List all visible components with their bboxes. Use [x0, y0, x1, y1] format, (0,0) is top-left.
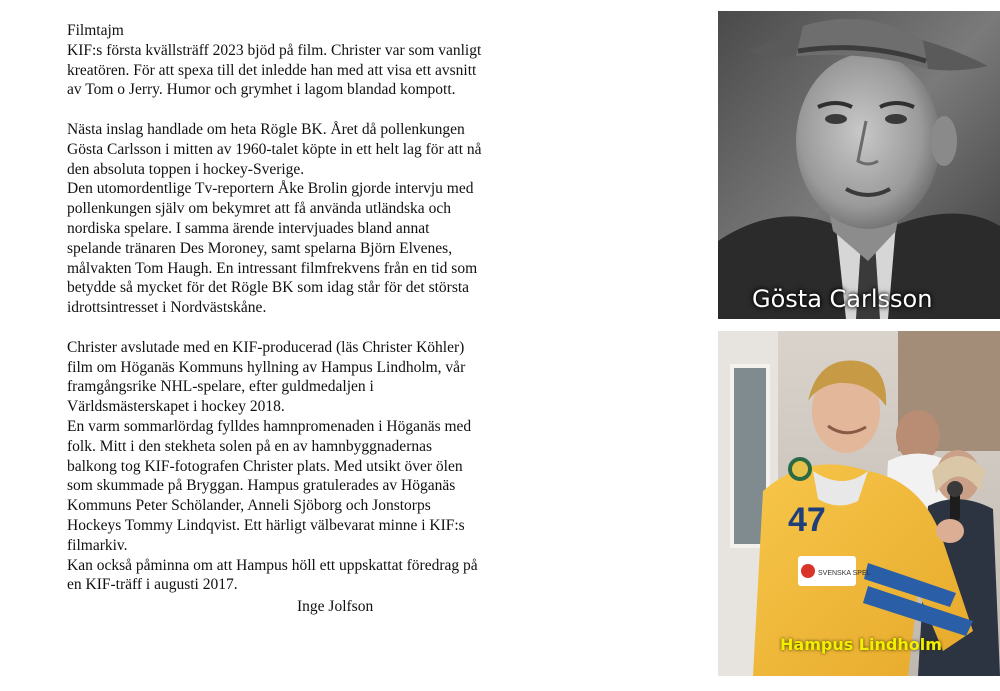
article [67, 21, 607, 617]
text-line: betydde så mycket för det Rögle BK som idag står för det största [67, 279, 470, 297]
text-line: Kommuns Peter Schölander, Anneli Sjöborg och Jonstorps [67, 497, 431, 515]
text-line: kreatören. För att spexa till det inledde han med att visa ett avsnitt [67, 61, 477, 79]
text-line: Nästa inslag handlade om heta Rögle BK. Året då pollenkungen [67, 120, 465, 138]
text-line: den absoluta toppen i hockey-Sverige. [67, 160, 305, 178]
carlsson-caption: Gösta Carlsson [752, 285, 933, 313]
carlsson-portrait [718, 11, 1000, 319]
text-line: pollenkungen själv om bekymret att få använda utländska och [67, 200, 451, 218]
text-line: Kan också påminna om att Hampus höll ett uppskattat föredrag på [67, 556, 478, 574]
text-line: av Tom o Jerry. Humor och grymhet i lagom blandad kompott. [67, 81, 456, 99]
text-line: Gösta Carlsson i mitten av 1960-talet köpte in ett helt lag för att nå [67, 140, 482, 158]
text-line: idrottsintresset i Nordvästskåne. [67, 299, 267, 317]
text-line: som skummade på Bryggan. Hampus gratulerades av Höganäs [67, 477, 456, 495]
text-line: balkong tog KIF-fotografen Christer plats. Med utsikt över ölen [67, 457, 463, 475]
paragraph-gap [67, 318, 607, 338]
text-line: En varm sommarlördag fylldes hamnpromenaden i Höganäs med [67, 417, 472, 435]
text-line: filmarkiv. [67, 536, 128, 554]
text-line: målvakten Tom Haugh. En intressant filmfrekvens från en tid som [67, 259, 478, 277]
lindholm-photo [718, 331, 1000, 676]
text-line: Världsmästerskapet i hockey 2018. [67, 398, 285, 416]
lindholm-scene [718, 331, 1000, 676]
text-line: film om Höganäs Kommuns hyllning av Hampus Lindholm, vår [67, 358, 466, 376]
sponsor-patch-text: SVENSKA SPEL [818, 570, 871, 577]
text-line: en KIF-träff i augusti 2017. [67, 576, 238, 594]
article-author: Inge Jolfson [297, 598, 374, 616]
carlsson-photo [718, 11, 1000, 319]
text-line: spelande tränaren Des Moroney, samt spelarna Björn Elvenes, [67, 239, 453, 257]
text-line: KIF:s första kvällsträff 2023 bjöd på film. Christer var som vanligt [67, 41, 482, 59]
text-line: Den utomordentlige Tv-reportern Åke Brolin gjorde intervju med [67, 180, 474, 198]
lindholm-caption: Hampus Lindholm [780, 635, 942, 654]
text-line: Hockeys Tommy Lindqvist. Ett härligt välbevarat minne i KIF:s [67, 516, 465, 534]
text-line: folk. Mitt i den stekheta solen på en av hamnbyggnadernas [67, 437, 433, 455]
jersey-number: 47 [788, 501, 826, 539]
article-title: Filmtajm [67, 22, 124, 39]
text-line: framgångsrike NHL-spelare, efter guldmedaljen i [67, 378, 374, 396]
text-line: nordiska spelare. I samma ärende intervjuades bland annat [67, 219, 430, 237]
paragraph-gap [67, 100, 607, 120]
text-line: Christer avslutade med en KIF-producerad (läs Christer Köhler) [67, 338, 465, 356]
